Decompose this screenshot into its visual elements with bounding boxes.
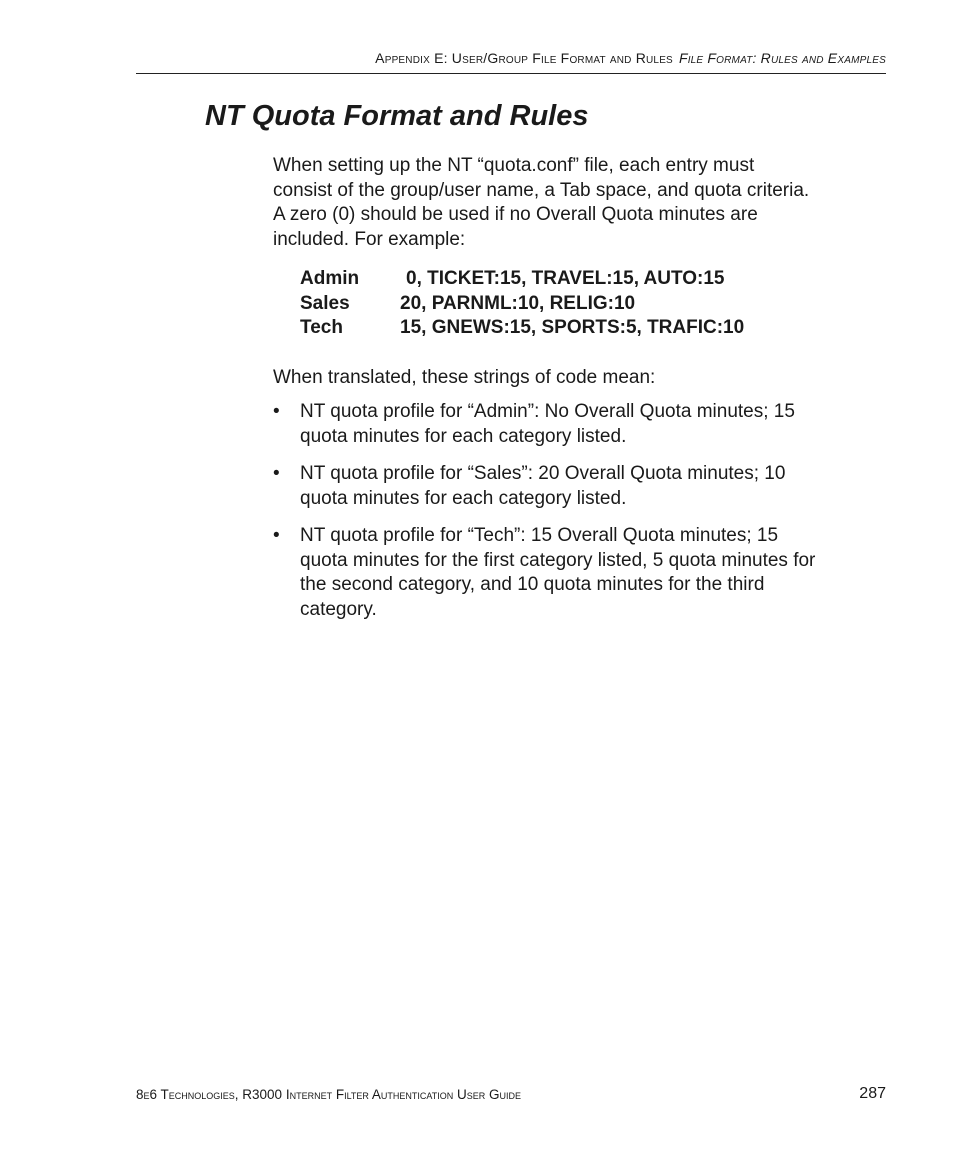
header-section: File Format: Rules and Examples bbox=[678, 50, 886, 66]
code-line-tech bbox=[300, 316, 833, 341]
code-criteria: 0, TICKET:15, TRAVEL:15, AUTO:15 bbox=[406, 268, 725, 289]
running-footer: 8e6 Technologies, R3000 Internet Filter Authentication User Guide bbox=[136, 1087, 522, 1102]
body-content bbox=[273, 154, 833, 635]
list-item bbox=[273, 400, 820, 449]
code-criteria: 20, PARNML:10, RELIG:10 bbox=[400, 292, 636, 314]
header-chapter: Appendix E: User/Group File Format and Rules bbox=[375, 50, 673, 66]
list-item-text: NT quota profile for “Sales”: 20 Overall Quota minutes; 10 quota minutes for each category listed. bbox=[300, 463, 786, 509]
list-item bbox=[273, 462, 820, 511]
running-header bbox=[136, 50, 886, 66]
bullet-marker: • bbox=[273, 525, 280, 546]
bullet-marker: • bbox=[273, 401, 280, 422]
list-item-text: NT quota profile for “Admin”: No Overall Quota minutes; 15 quota minutes for each category listed. bbox=[300, 401, 795, 447]
list-item bbox=[273, 524, 820, 622]
code-criteria: 15, GNEWS:15, SPORTS:5, TRAFIC:10 bbox=[400, 317, 745, 338]
code-line-sales bbox=[300, 292, 833, 317]
code-group-name: Tech bbox=[300, 317, 343, 338]
translation-list bbox=[273, 400, 833, 622]
intro-paragraph: When setting up the NT “quota.conf” file, each entry must consist of the group/user name, a Tab space, and quota criteria. A zero (0) should be used if no Overall Quota minutes are included. For example: bbox=[273, 155, 810, 250]
code-group-name: Sales bbox=[300, 292, 350, 314]
translation-intro: When translated, these strings of code mean: bbox=[273, 366, 656, 388]
bullet-marker: • bbox=[273, 463, 280, 484]
page-number: 287 bbox=[859, 1085, 886, 1102]
header-divider bbox=[136, 73, 886, 74]
list-item-text: NT quota profile for “Tech”: 15 Overall Quota minutes; 15 quota minutes for the first category listed, 5 quota minutes for the second category, and 10 quota minutes for the third category. bbox=[300, 525, 816, 620]
code-line-admin bbox=[300, 267, 833, 292]
code-group-name: Admin bbox=[300, 268, 360, 289]
section-title: NT Quota Format and Rules bbox=[205, 100, 589, 132]
code-example bbox=[300, 267, 833, 341]
